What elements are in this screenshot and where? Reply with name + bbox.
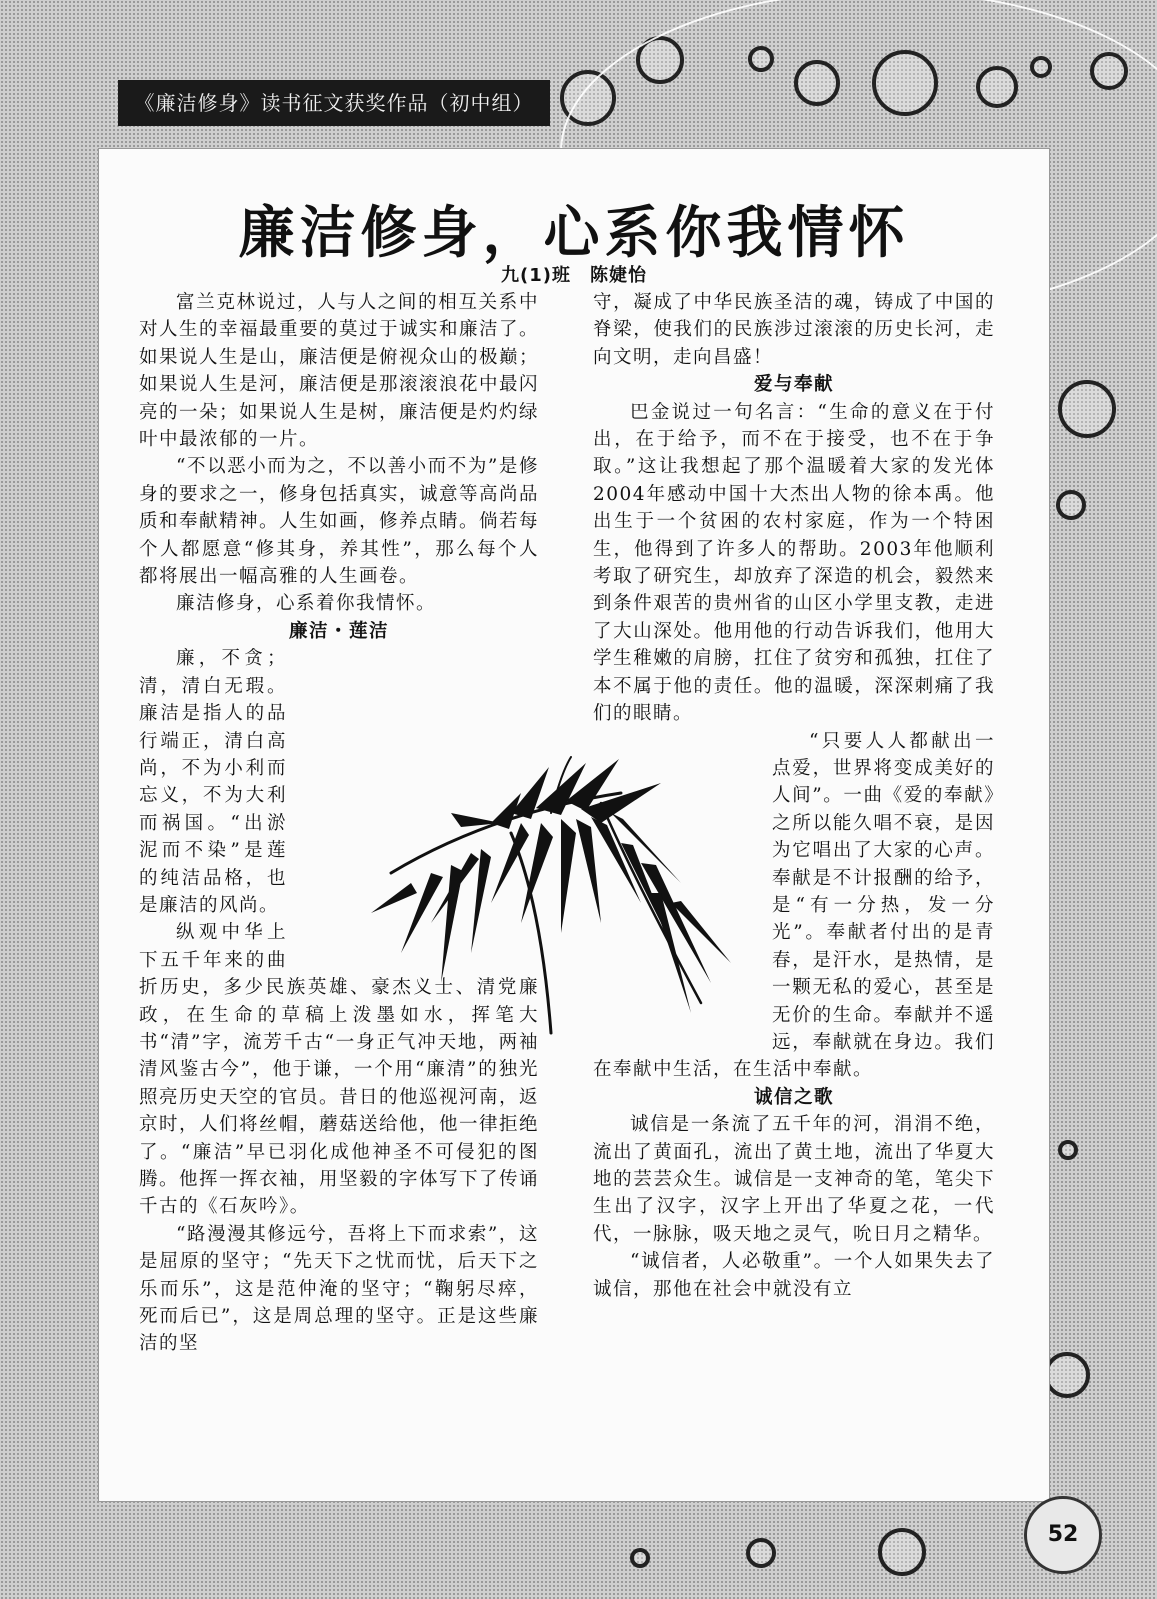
- paragraph: 诚信是一条流了五千年的河，涓涓不绝，流出了黄面孔，流出了黄土地，流出了华夏大地的芸芸众生。诚信是一支神奇的笔，笔尖下生出了汉字，汉字上开出了华夏之花，一代代，一脉脉，吸天地之灵气，吮日月之精华。: [593, 1114, 995, 1245]
- article-sheet: [98, 148, 1050, 1502]
- decor-bubble: [1044, 1352, 1090, 1398]
- paragraph: 纵观中华上下五千年来的曲折历史，多少民族英雄、豪杰义士、清党廉政，在生命的草稿上泼墨如水，挥笔大书“清”字，流芳千古“一身正气冲天地，两袖清风鉴古今”，他于谦，一个用“廉清”的独光照亮历史天空的官员。昔日的他巡视河南，返京时，人们将丝帽，蘑菇送给他，他一律拒绝了。“廉洁”早已羽化成他神圣不可侵犯的图腾。他挥一挥衣袖，用坚毅的字体写下了传诵千古的《石灰吟》。: [139, 922, 540, 1218]
- decor-bubble: [1058, 1140, 1078, 1160]
- section-heading: 廉洁・莲洁: [288, 620, 389, 642]
- decor-bubble: [630, 1548, 650, 1568]
- paragraph: 富兰克林说过，人与人之间的相互关系中对人生的幸福最重要的莫过于诚实和廉洁了。如果说人生是山，廉洁便是俯视众山的极巅；如果说人生是河，廉洁便是那滚滚浪花中最闪亮的一朵；如果说人生是树，廉洁便是灼灼绿叶中最浓郁的一片。: [139, 292, 540, 451]
- paragraph: 巴金说过一句名言：“生命的意义在于付出，在于给予，而不在于接受，也不在于争取。”这让我想起了那个温暖着大家的发光体2004年感动中国十大杰出人物的徐本禹。他出生于一个贫困的农村家庭，作为一个特困生，他得到了许多人的帮助。2003年他顺利考取了研究生，却放弃了深造的机会，毅然来到条件艰苦的贵州省的山区小学里支教，走进了大山深处。他用他的行动告诉我们，他用大学生稚嫩的肩膀，扛住了贫穷和孤独，扛住了本不属于他的责任。他的温暖，深深刺痛了我们的眼睛。: [593, 401, 995, 725]
- paragraph: “路漫漫其修远兮，吾将上下而求索”，这是屈原的坚守；“先天下之忧而忧，后天下之乐而乐”，这是范仲淹的坚守；“鞠躬尽瘁，死而后已”，这是周总理的坚守。正是这些廉洁的坚: [139, 1223, 539, 1355]
- page-number: 52: [1047, 1522, 1079, 1547]
- decor-bubble: [878, 1528, 926, 1576]
- bamboo-illustration: [371, 753, 751, 1043]
- article-author: 九(1)班 陈婕怡: [501, 265, 647, 286]
- paragraph: 廉，不贪；清，清白无瑕。廉洁是指人的品行端正，清白高尚，不为小利而忘义，不为大利而祸国。“出淤泥而不染”是莲的纯洁品格，也是廉洁的风尚。: [139, 648, 287, 916]
- decor-bubble: [1058, 380, 1116, 438]
- article-title: 廉洁修身，心系你我情怀: [238, 201, 910, 266]
- paragraph: “只要人人都献出一点爱，世界将变成美好的人间”。一曲《爱的奉献》之所以能久唱不衰，是因为它唱出了大家的心声。奉献是不计报酬的给予，是“有一分热，发一分光”。奉献者付出的是青春，是汗水，是热情，是一颗无私的爱心，甚至是无价的生命。奉献并不遥远，奉献就在身边。我们在奉献中生活，在生活中奉献。: [593, 730, 995, 1081]
- header-banner-text: 《廉洁修身》读书征文获奖作品（初中组）: [134, 91, 534, 115]
- paragraph: “诚信者，人必敬重”。一个人如果失去了诚信，那他在社会中就没有立: [593, 1251, 995, 1300]
- header-banner: [118, 80, 550, 126]
- decor-bubble: [746, 1538, 776, 1568]
- paragraph: 守，凝成了中华民族圣洁的魂，铸成了中国的脊梁，使我们的民族涉过滚滚的历史长河，走向文明，走向昌盛！: [593, 292, 995, 368]
- paragraph: 廉洁修身，心系着你我情怀。: [176, 593, 437, 615]
- page-number-badge: [1024, 1496, 1102, 1574]
- decor-bubble: [1056, 490, 1086, 520]
- paragraph: “不以恶小而为之，不以善小而不为”是修身的要求之一，修身包括真实，诚意等高尚品质和奉献精神。人生如画，修养点睛。倘若每个人都愿意“修其身，养其性”，那么每个人都将展出一幅高雅的人生画卷。: [139, 456, 540, 588]
- section-heading: 爱与奉献: [753, 374, 834, 396]
- section-heading: 诚信之歌: [753, 1086, 834, 1108]
